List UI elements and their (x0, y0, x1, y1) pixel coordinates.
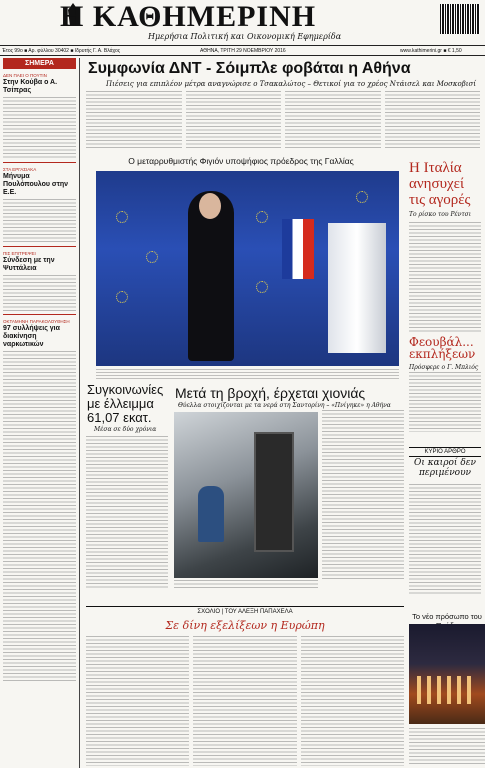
podium (328, 223, 386, 353)
text-block (409, 222, 481, 332)
text-column (86, 636, 189, 766)
transport-subheadline: Μέσα σε δύο χρόνια (94, 426, 157, 433)
sidebar-tag: ΔΕΝ ΠΑΕΙ Ο ΠΟΥΤΙΝ (3, 73, 47, 78)
website-price: www.kathimerini.gr ■ € 1,50 (400, 48, 462, 54)
text-block (3, 97, 76, 159)
feudal-headline[interactable]: Φεουβάλ... εκπλήξεων (409, 335, 476, 361)
comment-tag: ΣΧΟΛΙΟ | ΤΟΥ ΑΛΕΞΗ ΠΑΠΑΧΕΛΑ (86, 606, 404, 615)
text-block (409, 484, 481, 594)
fillon-photo (96, 171, 399, 366)
sidebar-item-title[interactable]: Σύνδεση με την Ψυττάλεια (3, 257, 55, 272)
editorial-tag: ΚΥΡΙΟ ΑΡΘΡΟ (409, 447, 481, 457)
text-column (301, 636, 404, 766)
feudal-subheadline: Πρόσφερε ο Γ. Μπλιός (409, 364, 479, 371)
sidebar-tag: ΣΤΑ ΕΡΓΑΣΙΑΚΑ (3, 167, 37, 172)
sidebar-header: ΣΗΜΕΡΑ (3, 58, 76, 69)
lead-headline[interactable]: Συμφωνία ΔΝΤ - Σόιμπλε φοβάται η Αθήνα (88, 60, 411, 77)
divider (3, 314, 76, 315)
sidebar-item-title[interactable]: Στην Κούβα ο Α. Τσίπρας (3, 79, 58, 94)
issue-info-bar (0, 46, 485, 56)
text-block (3, 351, 76, 681)
text-column (86, 91, 182, 149)
issue-number: Έτος 99ο ■ Αρ. φύλλου 30402 ■ Ιδρυτής Γ. Α. Βλάχος (2, 48, 121, 54)
flood-photo (174, 412, 318, 578)
editorial-headline[interactable]: Οι καιροί δεν περιμένουν (413, 458, 477, 478)
prado-photo (409, 624, 485, 724)
text-block (3, 199, 76, 243)
photo-caption-text (96, 369, 399, 381)
doorway (254, 432, 294, 552)
text-block (409, 372, 481, 432)
newspaper-subtitle: Ημερήσια Πολιτική και Οικονομική Εφημερίδα (148, 32, 342, 41)
weather-headline[interactable]: Μετά τη βροχή, έρχεται χιονιάς (175, 385, 366, 401)
sidebar-item-title[interactable]: 97 συλλήψεις για διακίνηση ναρκωτικών (3, 325, 60, 348)
text-column (193, 636, 296, 766)
issue-date: ΑΘΗΝΑ, ΤΡΙΤΗ 29 ΝΟΕΜΒΡΙΟΥ 2016 (200, 48, 286, 54)
lead-body (86, 91, 480, 149)
sidebar-item-title[interactable]: Μήνυμα Πουλόπουλου στην Ε.Ε. (3, 173, 68, 196)
text-block (3, 275, 76, 311)
divider (3, 162, 76, 163)
sidebar-today (0, 58, 80, 768)
barcode-icon (440, 4, 480, 34)
italy-subheadline: Το ρίσκο του Ρέντσι (409, 211, 472, 218)
photo-story-headline[interactable]: Ο μεταρρυθμιστής Φιγιόν υποψήφιος πρόεδρος της Γαλλίας (128, 156, 354, 166)
lead-subheadline: Πιέσεις για επιπλέον μέτρα αναγνώρισε ο Τσακαλώτος – Θετικοί για το χρέος Ντάισελ και Μοσκοβισί (105, 80, 477, 88)
masthead (0, 0, 485, 46)
comment-headline[interactable]: Σε δίνη εξελίξεων η Ευρώπη (165, 619, 325, 632)
photo-caption-text (174, 580, 318, 590)
man-figure (198, 486, 224, 542)
weather-subheadline: Θύελλα στοιχίζονται με τα νερά στη Σαντορίνη – «Πνίγηκε» η Αθήνα (178, 402, 391, 409)
text-block (86, 436, 168, 588)
speaker-face (199, 193, 221, 219)
comment-body (86, 636, 404, 766)
sidebar-tag: ΠΙΣ ΕΠΙΤΡΕΨΕΙ (3, 251, 36, 256)
text-column (385, 91, 481, 149)
prado-headline[interactable]: Το νέο πρόσωπο του (412, 612, 482, 621)
text-column (186, 91, 282, 149)
text-block (322, 410, 404, 580)
newspaper-title: Η ΚΑΘΗΜΕΡΙΝΗ (60, 0, 317, 33)
divider (3, 246, 76, 247)
italy-headline[interactable]: Η Ιταλία ανησυχεί τις αγορές (409, 160, 471, 208)
french-flag-icon (282, 219, 314, 279)
sidebar-tag: ΟΚΤΑΜΗΝΗ ΠΑΡΑΚΟΛΟΥΘΗΣΗ (3, 319, 70, 324)
transport-headline[interactable]: Συγκοινωνίες με έλλειμμα 61,07 εκατ. (87, 382, 164, 425)
text-column (285, 91, 381, 149)
text-block (409, 728, 485, 766)
